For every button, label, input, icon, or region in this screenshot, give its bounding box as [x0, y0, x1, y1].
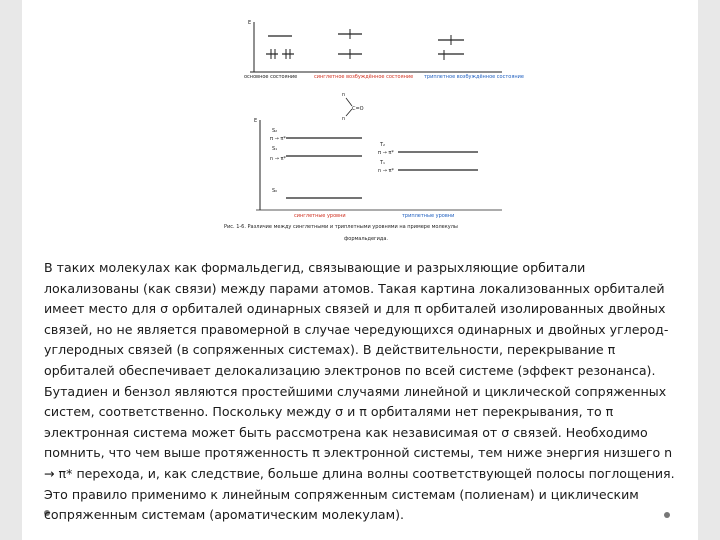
- energy-level-diagram: [202, 14, 524, 254]
- energy-level-figure: [202, 14, 524, 254]
- paragraph-line: Это правило применимо к линейным сопряженным системам (полиенам) и циклическим: [44, 486, 639, 502]
- upper-energy-label: E: [248, 20, 252, 26]
- t1-transition: n → π*: [378, 168, 395, 174]
- triplet-levels-label: триплетные уровни: [402, 213, 455, 219]
- paragraph-line: Бутадиен и бензол являются простейшими случаями линейной и циклической сопряженных: [44, 383, 667, 399]
- lower-energy-label: E: [254, 118, 258, 124]
- paragraph-line: орбиталей обеспечивает делокализацию электронов по всей системе (эффект резонанса).: [44, 362, 656, 378]
- paragraph-line: имеет место для σ орбиталей одинарных связей и для π орбиталей изолированных двойных: [44, 301, 666, 317]
- paragraph-line: локализованы (как связи) между парами атомов. Такая картина локализованных орбиталей: [44, 280, 665, 296]
- figure-caption-line-1: Рис. 1-6. Различие между синглетными и триплетными уровнями на примере молекулы: [224, 224, 458, 230]
- paragraph-line: В таких молекулах как формальдегид, связывающие и разрыхляющие орбитали: [44, 260, 586, 275]
- molecule-bond-top: [346, 98, 352, 106]
- body-paragraph: [44, 258, 684, 526]
- paragraph-line: связей, но не является правомерной в случае чередующихся одинарных и двойных углерод-: [44, 321, 669, 337]
- t1-label: T₁: [380, 160, 386, 166]
- paragraph-line: углеродных связей (в сопряженных системах). В действительности, перекрывание π: [44, 342, 616, 358]
- molecule-n-top: n: [342, 92, 346, 98]
- paragraph-line: сопряженным системам (ароматическим молекулам).: [44, 507, 405, 523]
- paragraph-line: помнить, что чем выше протяженность π электронной системы, тем ниже энергия низшего n: [44, 445, 673, 461]
- paragraph-line: → π* перехода, и, как следствие, больше длина волны соответствующей полосы поглощения.: [44, 465, 675, 481]
- t2-label: T₂: [380, 142, 386, 148]
- molecule-atoms: C=O: [352, 106, 364, 112]
- paragraph-line: электронная система может быть рассмотрена как независимая от σ связей. Необходимо: [44, 424, 648, 440]
- paragraph-line: систем, соответственно. Поскольку между σ и π орбиталями нет перекрывания, то π: [44, 404, 614, 420]
- molecule-n-bottom: n: [342, 116, 346, 122]
- ground-state-label: основное состояние: [244, 74, 298, 80]
- s0-label: S₀: [272, 188, 278, 194]
- s1-transition: n → π*: [270, 156, 287, 162]
- singlet-levels-label: синглетные уровни: [294, 213, 346, 219]
- s2-transition: π → π*: [270, 136, 286, 142]
- t2-transition: π → π*: [378, 150, 394, 156]
- figure-caption-line-2: формальдегида.: [344, 236, 389, 242]
- triplet-excited-label: триплетное возбуждённое состояние: [424, 74, 524, 80]
- molecule-bond-bottom: [346, 109, 352, 116]
- s2-label: S₂: [272, 128, 278, 134]
- singlet-excited-label: синглетное возбуждённое состояние: [314, 74, 414, 80]
- s1-label: S₁: [272, 146, 278, 152]
